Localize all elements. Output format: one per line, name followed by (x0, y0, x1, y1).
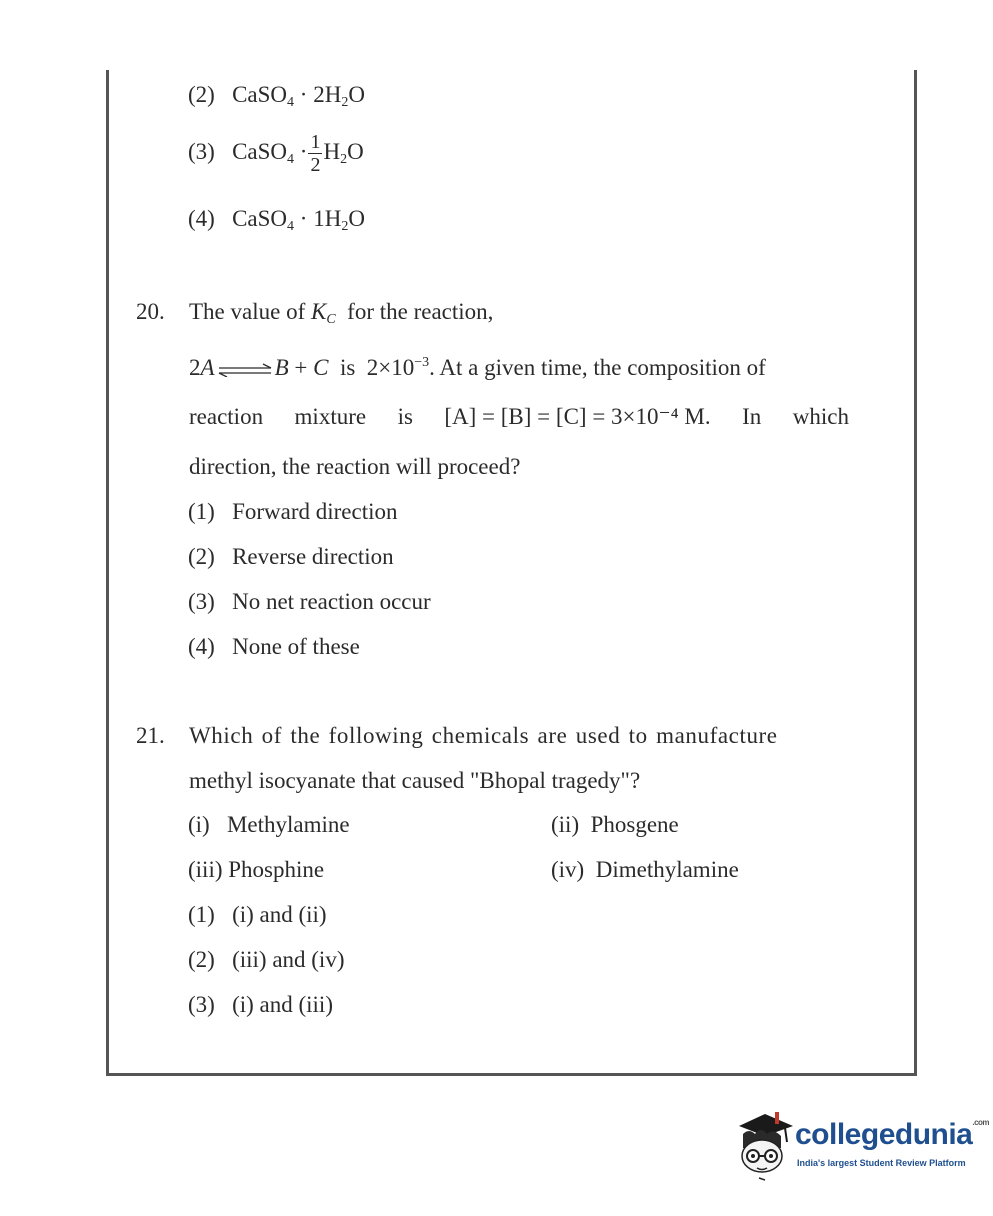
equilibrium-arrow-icon (217, 363, 273, 377)
q20-option-2: (2) Reverse direction (188, 544, 394, 569)
q21-item-iv: (iv) Dimethylamine (551, 857, 739, 882)
q21-item-iii: (iii) Phosphine (188, 857, 325, 882)
q20-option-4: (4) None of these (188, 634, 360, 659)
q21-item-i: (i) Methylamine (188, 812, 350, 837)
q20-number: 20. (136, 299, 165, 324)
q20-stem-line1: The value of $K_C$ for the reaction, (189, 299, 494, 327)
q21-number: 21. (136, 723, 165, 748)
q19-option-4: (4) CaSO$_4$ · $1H_2O$ (188, 206, 365, 234)
q20-option-1: (1) Forward direction (188, 499, 398, 524)
q21-item-ii: (ii) Phosgene (551, 812, 679, 837)
q19-option-2: (2) CaSO$_4$ · $2H_2O$ (188, 82, 365, 110)
q21-option-1: (1) (i) and (ii) (188, 902, 327, 927)
q21-option-3: (3) (i) and (iii) (188, 992, 333, 1017)
q19-option-3: (3) CaSO$_4$ · $\frac{1}{2}$ $H_2O$ (188, 131, 364, 176)
q21-stem-line1: Which of the following chemicals are used to manufacture (189, 723, 778, 748)
mascot-icon (735, 1108, 797, 1188)
collegedunia-logo (735, 1108, 990, 1188)
q21-option-2: (2) (iii) and (iv) (188, 947, 345, 972)
logo-wordmark: collegedunia$^{.com}$ (795, 1118, 990, 1151)
q20-stem-line3: reaction mixture is [A] = [B] = [C] = 3×10⁻⁴ M. In which (189, 404, 849, 429)
logo-tagline: India's largest Student Review Platform (797, 1158, 966, 1168)
q20-option-3: (3) No net reaction occur (188, 589, 431, 614)
q21-stem-line2: methyl isocyanate that caused "Bhopal tragedy"? (189, 768, 641, 793)
q20-stem-line2: 2A B + C is $2\times 10^{-3}$. At a given time, the composition of (189, 355, 766, 380)
q20-stem-line4: direction, the reaction will proceed? (189, 454, 521, 479)
